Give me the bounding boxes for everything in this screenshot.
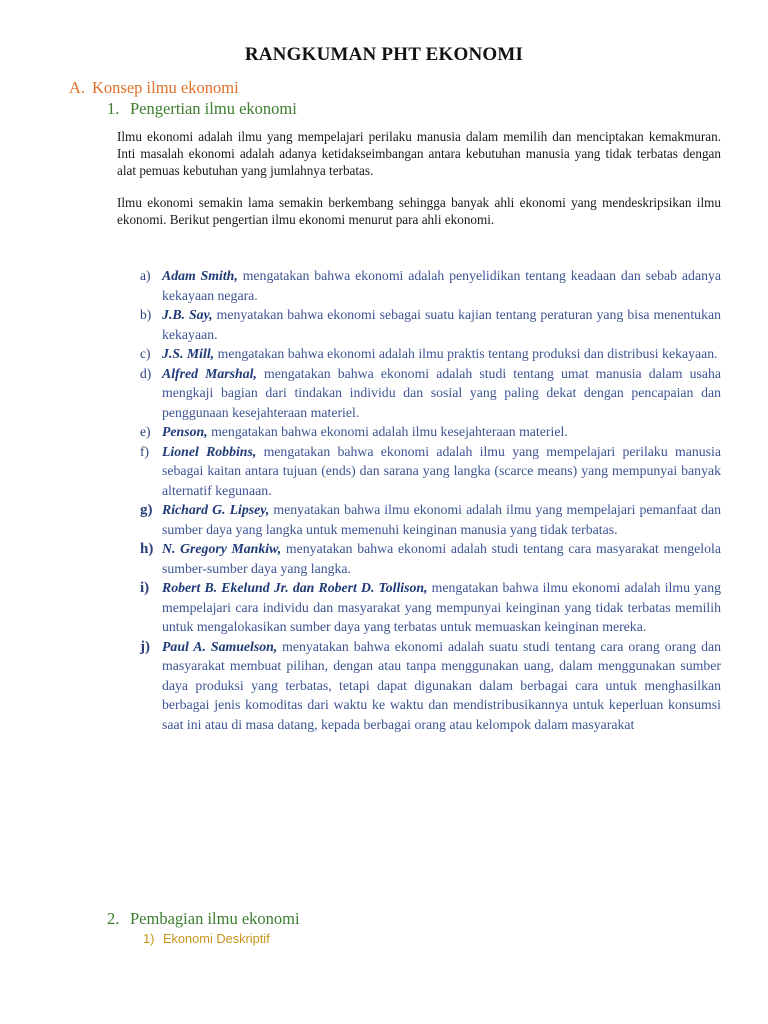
- list-item-body: [162, 364, 721, 423]
- expert-name: J.B. Say,: [162, 307, 213, 322]
- section-a-label: Konsep ilmu ekonomi: [92, 78, 239, 97]
- document-title: RANGKUMAN PHT EKONOMI: [244, 44, 524, 65]
- list-item-body: [162, 442, 721, 501]
- list-item: [140, 305, 721, 344]
- subsection-2-marker: 2.: [107, 909, 120, 928]
- list-item: [140, 637, 721, 735]
- expert-name: Richard G. Lipsey,: [162, 502, 270, 517]
- expert-text: mengatakan bahwa ekonomi adalah ilmu praktis tentang produksi dan distribusi kekayaan.: [214, 346, 718, 361]
- expert-text: mengatakan bahwa ilmu ekonomi adalah ilmu yang mempelajari cara individu dan masyarakat yang mempunyai keinginan yang tidak terbatas memilih untuk mengalokasikan sumber daya yang terbatas untuk memuaskan keinginan mereka.: [162, 580, 721, 634]
- list-item-body: [162, 578, 721, 637]
- list-marker: j): [140, 638, 150, 655]
- expert-text: menyatakan bahwa ekonomi adalah suatu studi tentang cara orang orang dan masyarakat membuat pilihan, dengan atau tanpa menggunakan uang, dalam menggunakan sumber daya produksi yang terbatas, tetapi dapat digunakan dalam berbagai cara untuk menghasilkan berbagai jenis komoditas dari waktu ke waktu dan mendistribusikannya untuk keperluan konsumsi saat ini atau di masa datang, kepada berbagai orang atau kelompok dalam masyarakat: [162, 638, 721, 732]
- list-item: [140, 266, 721, 305]
- section-a-marker: A.: [69, 78, 86, 97]
- list-item-body: [162, 422, 721, 442]
- expert-text: mengatakan bahwa ekonomi adalah ilmu yang mempelajari perilaku manusia sebagai kaitan antara tujuan (ends) dan sarana yang langka (scarce means) yang mempunyai banyak alternatif kegunaan.: [162, 443, 721, 498]
- expert-name: Adam Smith,: [162, 268, 238, 283]
- expert-name: Robert B. Ekelund Jr. dan Robert D. Tollison,: [162, 580, 428, 595]
- subsection-2-heading: [107, 909, 300, 929]
- list-item: [140, 539, 721, 578]
- subsection-2-item-marker: 1): [143, 931, 155, 946]
- list-item: [140, 578, 721, 637]
- expert-text: mengatakan bahwa ekonomi adalah ilmu kesejahteraan materiel.: [207, 424, 568, 439]
- list-marker: e): [140, 424, 151, 439]
- list-item-body: [162, 637, 721, 735]
- list-item: [140, 422, 721, 442]
- list-item-body: [162, 344, 721, 364]
- expert-name: Paul A. Samuelson,: [162, 638, 278, 654]
- list-item-body: [162, 500, 721, 539]
- subsection-1-marker: 1.: [107, 99, 120, 118]
- list-marker: c): [140, 346, 151, 361]
- list-item-body: [162, 539, 721, 578]
- expert-text: menyatakan bahwa ekonomi sebagai suatu kajian tentang peraturan yang bisa menentukan kekayaan.: [162, 307, 721, 342]
- list-item-body: [162, 266, 721, 305]
- expert-name: Alfred Marshal,: [162, 365, 257, 381]
- list-item: [140, 442, 721, 501]
- expert-text: mengatakan bahwa ekonomi adalah penyelidikan tentang keadaan dan sebab adanya kekayaan negara.: [162, 268, 722, 303]
- paragraph-intro: Ilmu ekonomi adalah ilmu yang mempelajari perilaku manusia dalam memilih dan menciptakan kemakmuran. Inti masalah ekonomi adalah adanya ketidakseimbangan antara kebutuhan manusia yang tidak terbatas dengan alat pemuas kebutuhan yang jumlahnya terbatas.: [117, 129, 721, 178]
- list-marker: i): [140, 580, 150, 596]
- list-marker: f): [140, 443, 149, 459]
- expert-name: Penson,: [162, 424, 208, 439]
- section-a-heading: [69, 78, 239, 98]
- list-item-body: [162, 305, 721, 344]
- list-marker: b): [140, 307, 152, 322]
- paragraph-experts-intro: Ilmu ekonomi semakin lama semakin berkembang sehingga banyak ahli ekonomi yang mendeskripsikan ilmu ekonomi. Berikut pengertian ilmu ekonomi menurut para ahli ekonomi.: [117, 195, 721, 227]
- expert-text: menyatakan bahwa ilmu ekonomi adalah ilmu yang mempelajari pemanfaat dan sumber daya yang langka untuk memenuhi keinginan manusia yang tidak terbatas.: [162, 502, 721, 537]
- experts-list: [0, 266, 768, 734]
- subsection-1-label: Pengertian ilmu ekonomi: [130, 99, 297, 118]
- expert-name: Lionel Robbins,: [162, 443, 257, 459]
- list-marker: g): [140, 502, 153, 518]
- list-item: [140, 500, 721, 539]
- list-marker: d): [140, 365, 152, 381]
- subsection-2-label: Pembagian ilmu ekonomi: [130, 909, 300, 928]
- expert-name: N. Gregory Mankiw,: [162, 541, 282, 556]
- subsection-2-item: [143, 931, 270, 946]
- list-item: [140, 364, 721, 423]
- expert-name: J.S. Mill,: [162, 346, 215, 361]
- subsection-2-item-label: Ekonomi Deskriptif: [163, 931, 270, 946]
- list-marker: a): [140, 268, 151, 283]
- list-marker: h): [140, 541, 154, 557]
- expert-text: menyatakan bahwa ekonomi adalah studi tentang cara masyarakat mengelola sumber-sumber daya yang langka.: [162, 541, 721, 576]
- subsection-1-heading: [107, 99, 297, 119]
- list-item: [140, 344, 721, 364]
- expert-text: mengatakan bahwa ekonomi adalah studi tentang umat manusia dalam usaha mengkaji bagian dari tindakan individu dan sosial yang paling dekat dengan pencapaian dan penggunaan kesejahteraan materiel.: [162, 365, 721, 420]
